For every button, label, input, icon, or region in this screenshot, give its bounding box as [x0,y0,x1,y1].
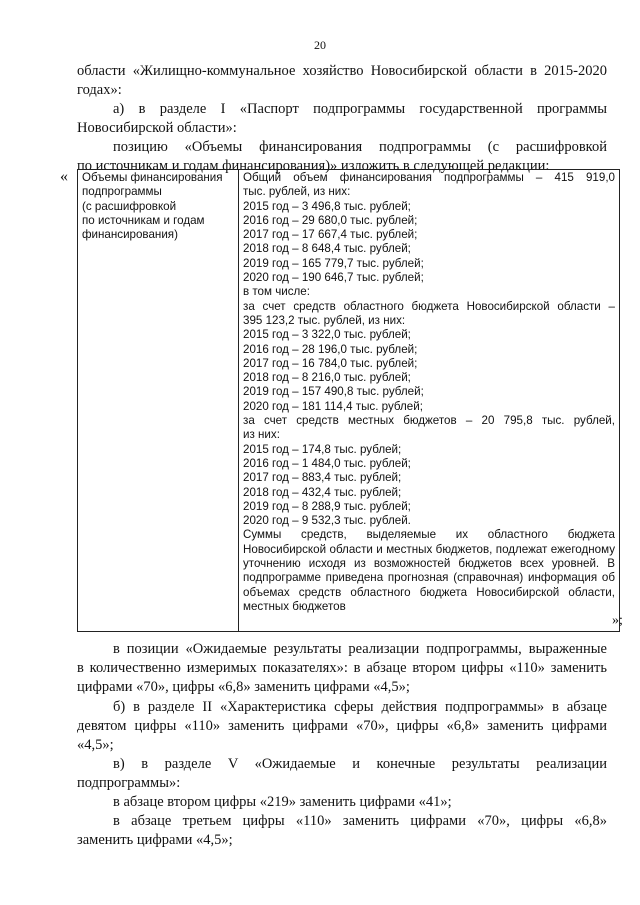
label-line: (с расшифровкой [82,199,177,213]
intro-line-1: области «Жилищно-коммунальное хозяйство Новосибирской области в 2015-2020 [77,63,607,79]
regional-line-2: 395 123,2 тыс. рублей, из них: [243,313,406,327]
second-paragraph-change: в абзаце втором цифры «219» заменить цифрами «41»; [113,794,452,810]
local-year-2018: 2018 год – 432,4 тыс. рублей; [243,485,402,499]
financing-details-cell [239,170,620,632]
total-year-2020: 2020 год – 190 646,7 тыс. рублей; [243,271,424,285]
closing-quote: »; [612,613,623,628]
regional-year-2018: 2018 год – 8 216,0 тыс. рублей; [243,371,411,385]
regional-line-1: за счет средств областного бюджета Новосибирской области – [243,299,615,313]
expected-results-line-3: цифрами «70», цифры «6,8» заменить цифрами «4,5»; [77,679,410,695]
total-line-1: Общий объем финансирования подпрограммы – 415 919,0 [243,171,615,184]
label-line: финансирования) [82,228,178,242]
budget-note: Суммы средств, выделяемые их областного бюджета Новосибирской области и местных бюджетов, подлежат ежегодному уточнению исходя из возможностей бюджетов всех уровней. В подпрограмме приведена прогнозная (справочная) информация об объемах средств областного бюджета Новосибирской области, местных бюджетов [243,528,615,613]
item-b-line-1: б) в разделе II «Характеристика сферы действия подпрограммы» в абзаце [113,699,607,715]
total-year-2017: 2017 год – 17 667,4 тыс. рублей; [243,228,418,242]
regional-year-2016: 2016 год – 28 196,0 тыс. рублей; [243,342,418,356]
third-paragraph-change-line-1: в абзаце третьем цифры «110» заменить цифрами «70», цифры «6,8» [113,813,607,829]
regional-year-2019: 2019 год – 157 490,8 тыс. рублей; [243,385,424,399]
label-line: Объемы финансирования [82,171,223,184]
total-year-2018: 2018 год – 8 648,4 тыс. рублей; [243,242,411,256]
financing-label-cell [78,170,239,632]
third-paragraph-change-line-2: заменить цифрами «4,5»; [77,832,233,848]
local-line-2: из них: [243,428,280,442]
total-year-2016: 2016 год – 29 680,0 тыс. рублей; [243,213,418,227]
intro-line-2: годах»: [77,82,122,98]
item-b-line-2: девятом цифры «110» заменить цифрами «70», цифры «6,8» заменить цифрами [77,718,607,734]
local-year-2020: 2020 год – 9 532,3 тыс. рублей. [243,514,411,528]
local-line-1: за счет средств местных бюджетов – 20 795,8 тыс. рублей, [243,414,615,428]
expected-results-line-1: в позиции «Ожидаемые результаты реализации подпрограммы, выраженные [113,641,607,657]
total-year-2019: 2019 год – 165 779,7 тыс. рублей; [243,256,424,270]
regional-year-2017: 2017 год – 16 784,0 тыс. рублей; [243,356,418,370]
opening-quote: « [60,168,68,185]
total-line-2: тыс. рублей, из них: [243,185,351,199]
regional-year-2020: 2020 год – 181 114,4 тыс. рублей; [243,399,423,413]
item-a-line-2: Новосибирской области»: [77,120,237,136]
position-line-1: позицию «Объемы финансирования подпрограммы (с расшифровкой [113,139,607,155]
local-year-2019: 2019 год – 8 288,9 тыс. рублей; [243,499,411,513]
expected-results-line-2: в количественно измеримых показателях»: в абзаце втором цифры «110» заменить [77,660,607,676]
local-year-2015: 2015 год – 174,8 тыс. рублей; [243,442,402,456]
local-year-2016: 2016 год – 1 484,0 тыс. рублей; [243,456,411,470]
item-v-line-1: в) в разделе V «Ожидаемые и конечные результаты реализации [113,756,607,772]
financing-table [77,169,620,632]
item-v-line-2: подпрограммы»: [77,775,181,791]
position-line-2: по источникам и годам финансирования)» изложить в следующей редакции: [77,158,550,174]
page-number: 20 [314,38,326,52]
label-line: подпрограммы [82,185,162,199]
local-year-2017: 2017 год – 883,4 тыс. рублей; [243,471,402,485]
regional-year-2015: 2015 год – 3 322,0 тыс. рублей; [243,328,411,342]
label-line: по источникам и годам [82,213,205,227]
total-year-2015: 2015 год – 3 496,8 тыс. рублей; [243,199,411,213]
item-b-line-3: «4,5»; [77,737,114,753]
including-label: в том числе: [243,285,310,299]
item-a-line-1: а) в разделе I «Паспорт подпрограммы государственной программы [113,101,607,117]
